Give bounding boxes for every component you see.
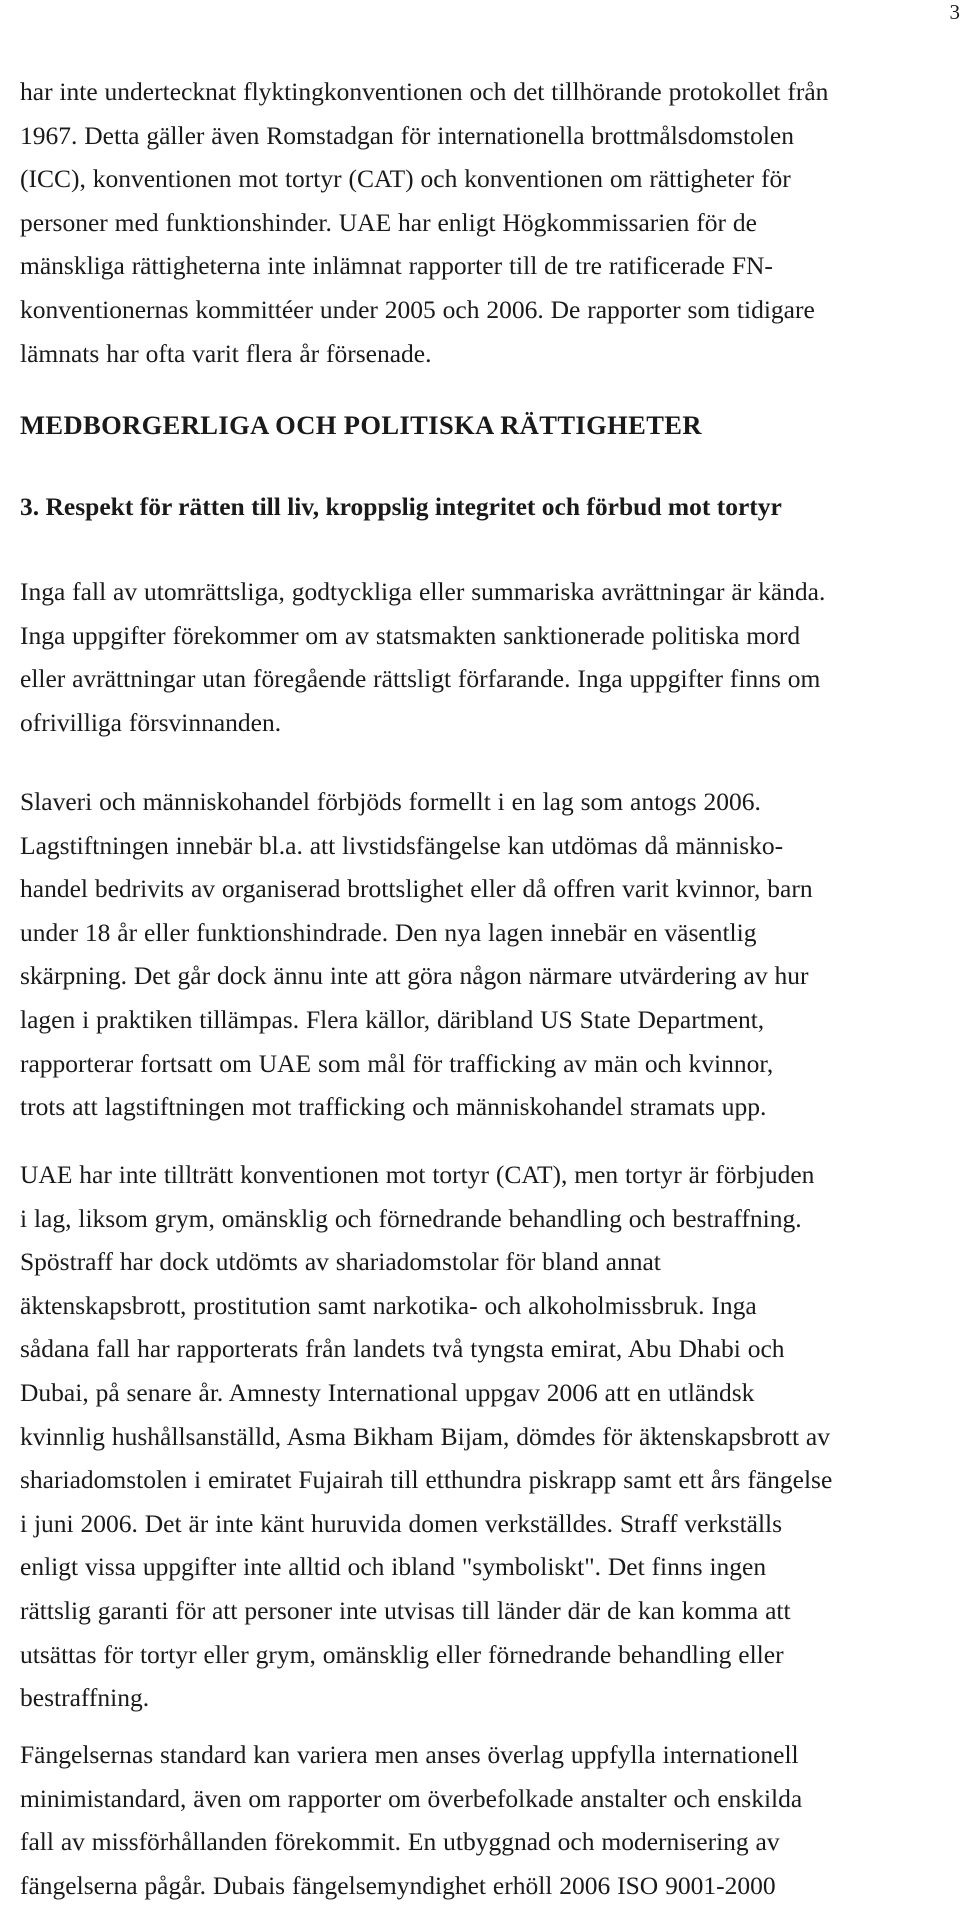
text-line: minimistandard, även om rapporter om överbefolkade anstalter och enskilda <box>20 1777 940 1821</box>
subsection-heading: 3. Respekt för rätten till liv, kroppslig integritet och förbud mot tortyr <box>20 492 782 522</box>
text-line: Lagstiftningen innebär bl.a. att livstidsfängelse kan utdömas då människo- <box>20 824 940 868</box>
section-heading: MEDBORGERLIGA OCH POLITISKA RÄTTIGHETER <box>20 410 702 441</box>
text-line: UAE har inte tillträtt konventionen mot tortyr (CAT), men tortyr är förbjuden <box>20 1153 940 1197</box>
paragraph-torture <box>20 1153 940 1720</box>
text-line: konventionernas kommittéer under 2005 och 2006. De rapporter som tidigare <box>20 288 940 332</box>
text-line: ofrivilliga försvinnanden. <box>20 701 940 745</box>
text-line: i lag, liksom grym, omänsklig och förnedrande behandling och bestraffning. <box>20 1197 940 1241</box>
text-line: fall av missförhållanden förekommit. En utbyggnad och modernisering av <box>20 1820 940 1864</box>
text-line: äktenskapsbrott, prostitution samt narkotika- och alkoholmissbruk. Inga <box>20 1284 940 1328</box>
text-line: sådana fall har rapporterats från landets två tyngsta emirat, Abu Dhabi och <box>20 1327 940 1371</box>
text-line: fängelserna pågår. Dubais fängelsemyndighet erhöll 2006 ISO 9001-2000 <box>20 1864 940 1907</box>
text-line: har inte undertecknat flyktingkonventionen och det tillhörande protokollet från <box>20 70 940 114</box>
intro-paragraph <box>20 70 940 375</box>
text-line: personer med funktionshinder. UAE har enligt Högkommissarien för de <box>20 201 940 245</box>
text-line: Slaveri och människohandel förbjöds formellt i en lag som antogs 2006. <box>20 780 940 824</box>
text-line: eller avrättningar utan föregående rättsligt förfarande. Inga uppgifter finns om <box>20 657 940 701</box>
text-line: utsättas för tortyr eller grym, omänsklig eller förnedrande behandling eller <box>20 1633 940 1677</box>
text-line: Inga fall av utomrättsliga, godtyckliga eller summariska avrättningar är kända. <box>20 570 940 614</box>
page-number: 3 <box>950 0 960 24</box>
text-line: lämnats har ofta varit flera år försenade. <box>20 332 940 376</box>
text-line: rapporterar fortsatt om UAE som mål för trafficking av män och kvinnor, <box>20 1042 940 1086</box>
paragraph-extrajudicial <box>20 570 940 744</box>
text-line: enligt vissa uppgifter inte alltid och ibland "symboliskt". Det finns ingen <box>20 1545 940 1589</box>
text-line: Inga uppgifter förekommer om av statsmakten sanktionerade politiska mord <box>20 614 940 658</box>
text-line: bestraffning. <box>20 1676 940 1720</box>
text-line: handel bedrivits av organiserad brottslighet eller då offren varit kvinnor, barn <box>20 867 940 911</box>
text-line: kvinnlig hushållsanställd, Asma Bikham Bijam, dömdes för äktenskapsbrott av <box>20 1415 940 1459</box>
text-line: lagen i praktiken tillämpas. Flera källor, däribland US State Department, <box>20 998 940 1042</box>
text-line: shariadomstolen i emiratet Fujairah till etthundra piskrapp samt ett års fängelse <box>20 1458 940 1502</box>
text-line: skärpning. Det går dock ännu inte att göra någon närmare utvärdering av hur <box>20 954 940 998</box>
text-line: (ICC), konventionen mot tortyr (CAT) och konventionen om rättigheter för <box>20 157 940 201</box>
text-line: Spöstraff har dock utdömts av shariadomstolar för bland annat <box>20 1240 940 1284</box>
text-line: 1967. Detta gäller även Romstadgan för internationella brottmålsdomstolen <box>20 114 940 158</box>
text-line: mänskliga rättigheterna inte inlämnat rapporter till de tre ratificerade FN- <box>20 244 940 288</box>
paragraph-trafficking <box>20 780 940 1129</box>
text-line: i juni 2006. Det är inte känt huruvida domen verkställdes. Straff verkställs <box>20 1502 940 1546</box>
text-line: Fängelsernas standard kan variera men anses överlag uppfylla internationell <box>20 1733 940 1777</box>
text-line: under 18 år eller funktionshindrade. Den nya lagen innebär en väsentlig <box>20 911 940 955</box>
text-line: Dubai, på senare år. Amnesty International uppgav 2006 att en utländsk <box>20 1371 940 1415</box>
paragraph-prisons <box>20 1733 940 1907</box>
text-line: trots att lagstiftningen mot trafficking och människohandel stramats upp. <box>20 1085 940 1129</box>
text-line: rättslig garanti för att personer inte utvisas till länder där de kan komma att <box>20 1589 940 1633</box>
